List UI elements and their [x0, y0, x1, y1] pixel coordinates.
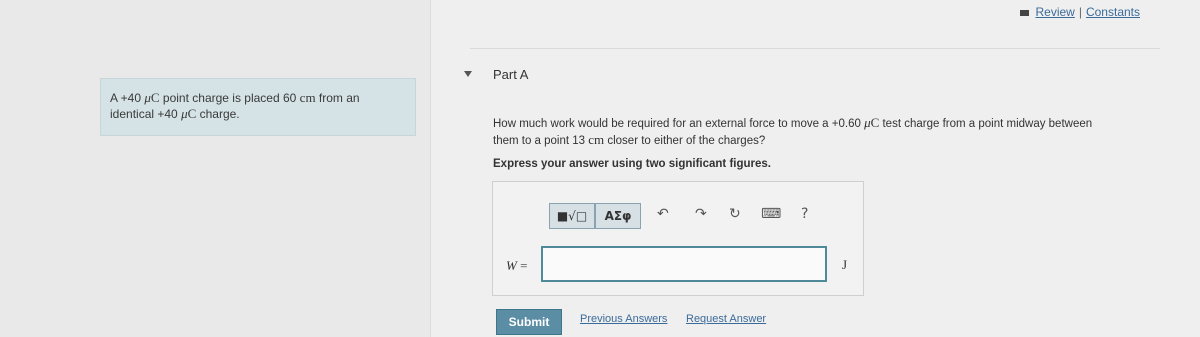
question-part-c: them to a point 13 — [493, 135, 589, 147]
review-link[interactable]: Review — [1035, 5, 1075, 19]
question-distance-unit: cm — [588, 132, 605, 147]
keyboard-icon[interactable]: ⌨ — [761, 206, 782, 222]
variable-w: W — [506, 258, 517, 273]
answer-variable-label — [506, 258, 527, 274]
charge-unit: C — [150, 90, 160, 105]
answer-input[interactable] — [541, 246, 827, 282]
question-part-b: test charge from a point midway between — [879, 118, 1093, 130]
equals-sign: = — [516, 258, 528, 273]
question-text — [493, 115, 1153, 149]
question-part-d: closer to either of the charges? — [604, 135, 766, 147]
redo-icon[interactable]: ↷ — [695, 206, 707, 222]
question-mu-symbol: μ — [864, 115, 871, 130]
submit-button[interactable]: Submit — [496, 309, 562, 335]
header-rule — [470, 48, 1160, 49]
question-part-a: How much work would be required for an external force to move a +0.60 — [493, 118, 865, 130]
problem-text-prefix: A +40 — [110, 91, 145, 105]
reset-icon[interactable]: ↻ — [729, 206, 741, 222]
problem-statement — [110, 90, 410, 122]
templates-button[interactable]: ■√□ — [549, 203, 595, 229]
constants-link[interactable]: Constants — [1085, 5, 1140, 19]
request-answer-link[interactable]: Request Answer — [686, 313, 767, 325]
mu-symbol-2: μ — [181, 106, 188, 121]
charge-unit-2: C — [187, 106, 197, 121]
mu-symbol: μ — [144, 90, 151, 105]
problem-column — [0, 0, 430, 337]
help-button[interactable]: ? — [801, 206, 809, 222]
question-charge-unit: C — [870, 115, 880, 130]
part-title[interactable]: Part A — [493, 67, 529, 82]
problem-text-mid2: from an — [315, 91, 360, 105]
answer-unit: J — [842, 257, 848, 272]
previous-answers-link[interactable]: Previous Answers — [580, 313, 668, 325]
collapse-triangle-icon[interactable] — [464, 71, 472, 77]
distance-unit: cm — [299, 90, 316, 105]
greek-symbols-button[interactable]: ΑΣφ — [595, 203, 641, 229]
undo-icon[interactable]: ↶ — [657, 206, 669, 222]
link-separator: | — [1078, 5, 1082, 19]
instruction-text: Express your answer using two significant figures. — [493, 158, 771, 170]
problem-line2-prefix: identical +40 — [110, 107, 182, 121]
header-links — [1020, 5, 1140, 19]
problem-line2-suffix: charge. — [196, 107, 240, 121]
grip-icon — [1020, 10, 1029, 16]
problem-text-mid: point charge is placed 60 — [159, 91, 300, 105]
